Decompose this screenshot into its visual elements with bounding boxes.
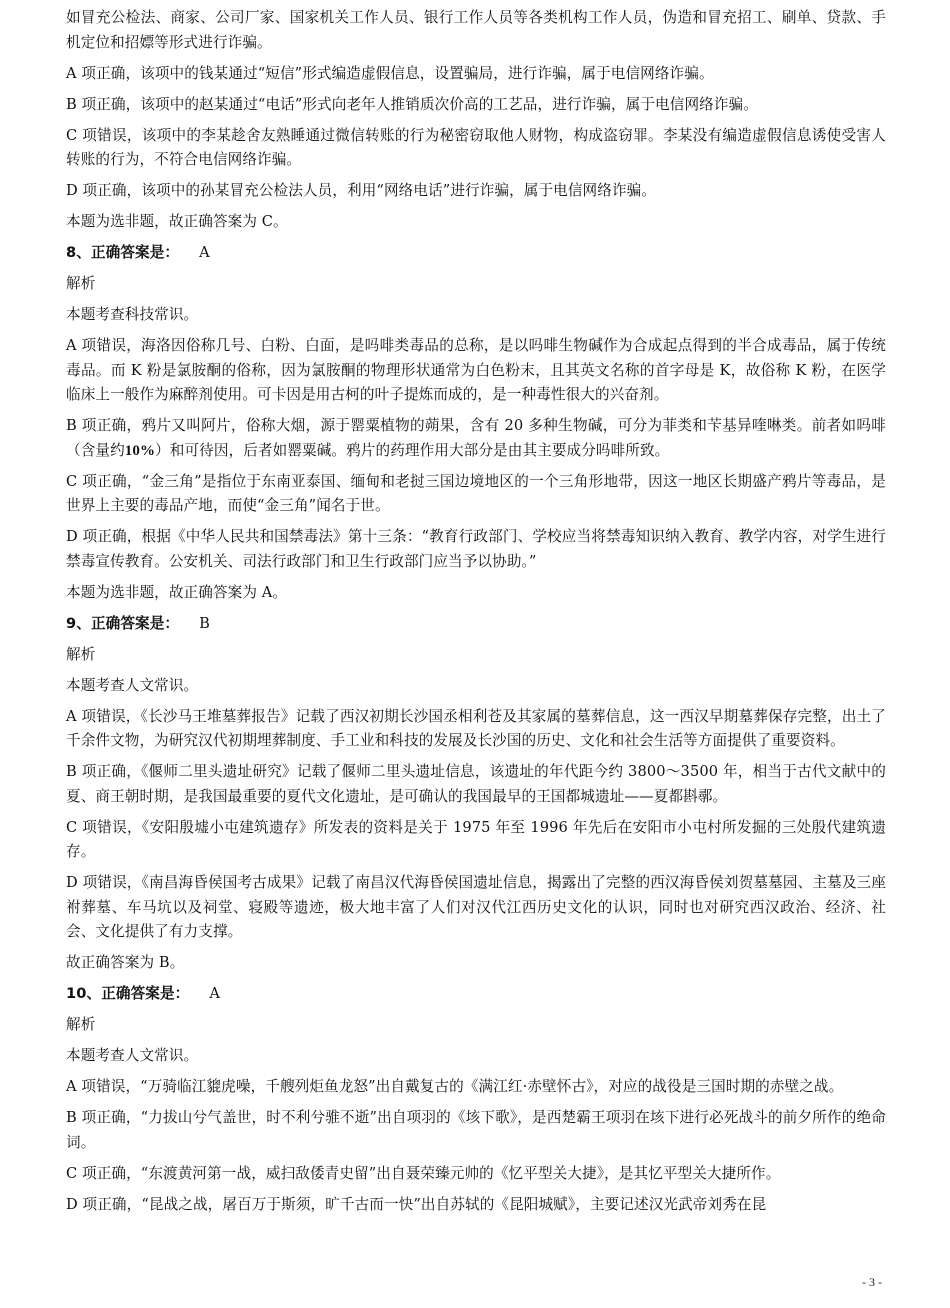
paragraph: D 项正确，该项中的孙某冒充公检法人员，利用“网络电话”进行诈骗，属于电信网络诈骗。 [66,182,657,199]
paragraph: C 项错误，《安阳殷墟小屯建筑遗存》所发表的资料是关于 1975 年至 1996 年先后在安阳市小屯村所发掘的三处殷代建筑遗存。 [66,818,886,860]
paragraph: A 项正确，该项中的钱某通过“短信”形式编造虚假信息，设置骗局，进行诈骗，属于电信网络诈骗。 [66,64,714,82]
paragraph [66,414,886,463]
answer-letter: A [199,244,210,261]
answer-letter: A [209,985,221,1002]
paragraph: D 项错误，《南昌海昏侯国考古成果》记载了南昌汉代海昏侯国遗址信息，揭露出了完整的西汉海昏侯刘贺墓墓园、主墓及三座祔葬墓、车马坑以及祠堂、寝殿等遗迹，极大地丰富了人们对汉代江西历史文化的认识，同时也对研究西汉政治、经济、社会、文化提供了有力支撑。 [66,874,886,940]
paragraph: 本题为选非题，故正确答案为 A。 [66,583,288,601]
document-body [66,6,886,1224]
answer-letter: B [199,614,210,632]
paragraph: D 项正确，根据《中华人民共和国禁毒法》第十三条：“教育行政部门、学校应当将禁毒知识纳入教育、教学内容，对学生进行禁毒宣传教育。公安机关、司法行政部门和卫生行政部门应当予以协助。” [66,528,886,570]
analysis-label: 解析 [66,645,96,663]
paragraph: B 项正确，《偃师二里头遗址研究》记载了偃师二里头遗址信息，该遗址的年代距今约 3800～3500 年，相当于古代文献中的夏、商王朝时期，是我国最重要的夏代文化遗址，是可确认的我国最早的王国都城遗址——夏都斟鄩。 [66,763,886,805]
question-answer-heading [66,241,886,266]
paragraph-text: ）和可待因，后者如罂粟碱。鸦片的药理作用大部分是由其主要成分吗啡所致。 [155,441,670,459]
paragraph: 本题考查科技常识。 [66,306,199,323]
paragraph: B 项正确，“力拔山兮气盖世，时不利兮骓不逝”出自项羽的《垓下歌》，是西楚霸王项羽在垓下进行必死战斗的前夕所作的绝命词。 [66,1109,886,1151]
paragraph: B 项正确，该项中的赵某通过“电话”形式向老年人推销质次价高的工艺品，进行诈骗，属于电信网络诈骗。 [66,95,758,113]
analysis-label: 解析 [66,1016,96,1033]
paragraph: 本题考查人文常识。 [66,676,199,694]
paragraph: A 项错误，“万骑临江貔虎噪，千艘列炬鱼龙怒”出自戴复古的《满江红·赤壁怀古》，对应的战役是三国时期的赤壁之战。 [66,1078,844,1095]
analysis-label: 解析 [66,275,96,292]
question-answer-heading [66,982,886,1007]
paragraph: 如冒充公检法、商家、公司厂家、国家机关工作人员、银行工作人员等各类机构工作人员，伪造和冒充招工、刷单、贷款、手机定位和招嫖等形式进行诈骗。 [66,9,886,51]
paragraph: D 项正确，“昆战之战，屠百万于斯须，旷千古而一快”出自苏轼的《昆阳城赋》，主要记述汉光武帝刘秀在昆 [66,1195,767,1213]
paragraph: A 项错误，《长沙马王堆墓葬报告》记载了西汉初期长沙国丞相利苍及其家属的墓葬信息，这一西汉早期墓葬保存完整，出土了千余件文物，为研究汉代初期埋葬制度、手工业和科技的发展及长沙国的历史、文化和社会生活等方面提供了重要资料。 [66,707,886,749]
question-answer-heading [66,612,886,637]
answer-label: 8、正确答案是： [66,244,180,261]
paragraph: 本题考查人文常识。 [66,1047,199,1064]
page-number: - 3 - [862,1275,882,1289]
paragraph: C 项错误，该项中的李某趁舍友熟睡通过微信转账的行为秘密窃取他人财物，构成盗窃罪。李某没有编造虚假信息诱使受害人转账的行为，不符合电信网络诈骗。 [66,126,886,168]
answer-label: 10、正确答案是： [66,985,190,1002]
percentage-formula: 10% [124,442,156,459]
paragraph-text: B 项正确，鸦片又叫阿片，俗称大烟，源于罂粟植物的蒴果，含有 20 多种生物碱，可分为菲类和苄基异喹啉类。前者如吗啡（含量约 [66,417,886,459]
paragraph: C 项正确，“东渡黄河第一战，威扫敌倭青史留”出自聂荣臻元帅的《忆平型关大捷》，是其忆平型关大捷所作。 [66,1164,781,1182]
paragraph: A 项错误，海洛因俗称几号、白粉、白面，是吗啡类毒品的总称，是以吗啡生物碱作为合成起点得到的半合成毒品，属于传统毒品。而 K 粉是氯胺酮的俗称，因为氯胺酮的物理形状通常为白色粉末，且其英文名称的首字母是 K，故俗称 K 粉，在医学临床上一般作为麻醉剂使用。可卡因是用古柯的叶子提炼而成的，是一种毒性很大的兴奋剂。 [66,337,886,403]
paragraph: 本题为选非题，故正确答案为 C。 [66,213,288,230]
paragraph: C 项正确，“金三角”是指位于东南亚泰国、缅甸和老挝三国边境地区的一个三角形地带，因这一地区长期盛产鸦片等毒品，是世界上主要的毒品产地，而使“金三角”闻名于世。 [66,472,886,514]
paragraph: 故正确答案为 B。 [66,954,185,971]
answer-label: 9、正确答案是： [66,614,180,632]
